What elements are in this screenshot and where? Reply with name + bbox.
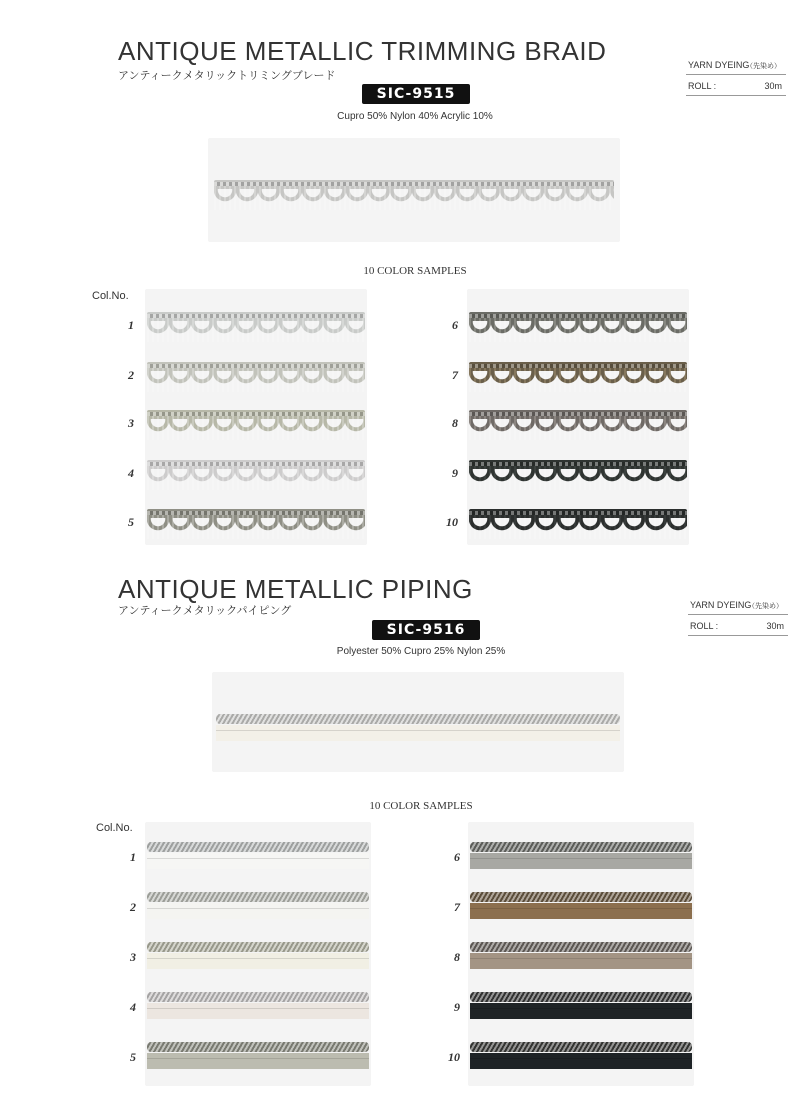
piping-swatch-8 [470, 942, 692, 970]
piping-product-code: SIC-9516 [372, 620, 480, 640]
braid-swatch-2 [147, 362, 365, 394]
braid-col-number: 5 [128, 515, 134, 529]
braid-col-number: 4 [128, 466, 134, 480]
braid-title-jp: アンティークメタリックトリミングブレード [118, 69, 336, 82]
piping-specs-table [688, 596, 788, 638]
piping-swatch-1 [147, 842, 369, 870]
braid-swatch-8 [469, 410, 687, 442]
braid-swatch-6 [469, 312, 687, 344]
braid-roll-label: ROLL : [688, 81, 717, 91]
braid-roll-value: 30m [764, 81, 782, 91]
braid-col-number: 3 [128, 416, 134, 430]
braid-swatch-4 [147, 460, 365, 492]
piping-swatch-10 [470, 1042, 692, 1070]
braid-col-no-label: Col.No. [92, 290, 129, 302]
piping-col-number: 10 [448, 1050, 460, 1064]
piping-dyeing-jp: （先染め） [748, 603, 783, 610]
braid-swatch-10 [469, 509, 687, 541]
piping-composition: Polyester 50% Cupro 25% Nylon 25% [336, 646, 506, 657]
braid-hero-swatch [214, 180, 614, 212]
braid-col-number: 8 [452, 416, 458, 430]
braid-samples-title: 10 COLOR SAMPLES [363, 265, 467, 277]
braid-swatch-1 [147, 312, 365, 344]
piping-col-number: 7 [454, 900, 460, 914]
braid-col-number: 7 [452, 368, 458, 382]
braid-swatch-3 [147, 410, 365, 442]
braid-composition: Cupro 50% Nylon 40% Acrylic 10% [337, 111, 493, 122]
piping-title: ANTIQUE METALLIC PIPING [118, 574, 473, 604]
piping-col-number: 5 [130, 1050, 136, 1064]
piping-roll-label: ROLL : [690, 621, 719, 631]
piping-roll-value: 30m [766, 621, 784, 631]
piping-col-number: 9 [454, 1000, 460, 1014]
braid-title: ANTIQUE METALLIC TRIMMING BRAID [118, 36, 607, 66]
braid-col-number: 10 [446, 515, 458, 529]
piping-swatch-2 [147, 892, 369, 920]
piping-dyeing-label: YARN DYEING [690, 600, 752, 610]
braid-swatch-9 [469, 460, 687, 492]
piping-col-number: 1 [130, 850, 136, 864]
braid-specs-table [686, 56, 786, 98]
piping-col-number: 4 [130, 1000, 136, 1014]
piping-col-number: 8 [454, 950, 460, 964]
piping-col-number: 6 [454, 850, 460, 864]
piping-col-no-label: Col.No. [96, 822, 133, 834]
piping-swatch-5 [147, 1042, 369, 1070]
braid-col-number: 2 [128, 368, 134, 382]
braid-hero-card [208, 138, 620, 242]
piping-swatch-7 [470, 892, 692, 920]
braid-dyeing-jp: （先染め） [746, 63, 781, 70]
piping-title-jp: アンティークメタリックパイピング [118, 604, 292, 617]
braid-col-number: 9 [452, 466, 458, 480]
braid-swatch-7 [469, 362, 687, 394]
piping-samples-title: 10 COLOR SAMPLES [369, 800, 473, 812]
braid-dyeing-label: YARN DYEING [688, 60, 750, 70]
piping-swatch-3 [147, 942, 369, 970]
piping-swatch-6 [470, 842, 692, 870]
braid-swatch-5 [147, 509, 365, 541]
piping-swatch-4 [147, 992, 369, 1020]
piping-col-number: 3 [130, 950, 136, 964]
braid-col-number: 6 [452, 318, 458, 332]
piping-hero-swatch [216, 714, 620, 744]
piping-col-number: 2 [130, 900, 136, 914]
braid-product-code: SIC-9515 [362, 84, 470, 104]
braid-col-number: 1 [128, 318, 134, 332]
piping-hero-card [212, 672, 624, 772]
piping-swatch-9 [470, 992, 692, 1020]
